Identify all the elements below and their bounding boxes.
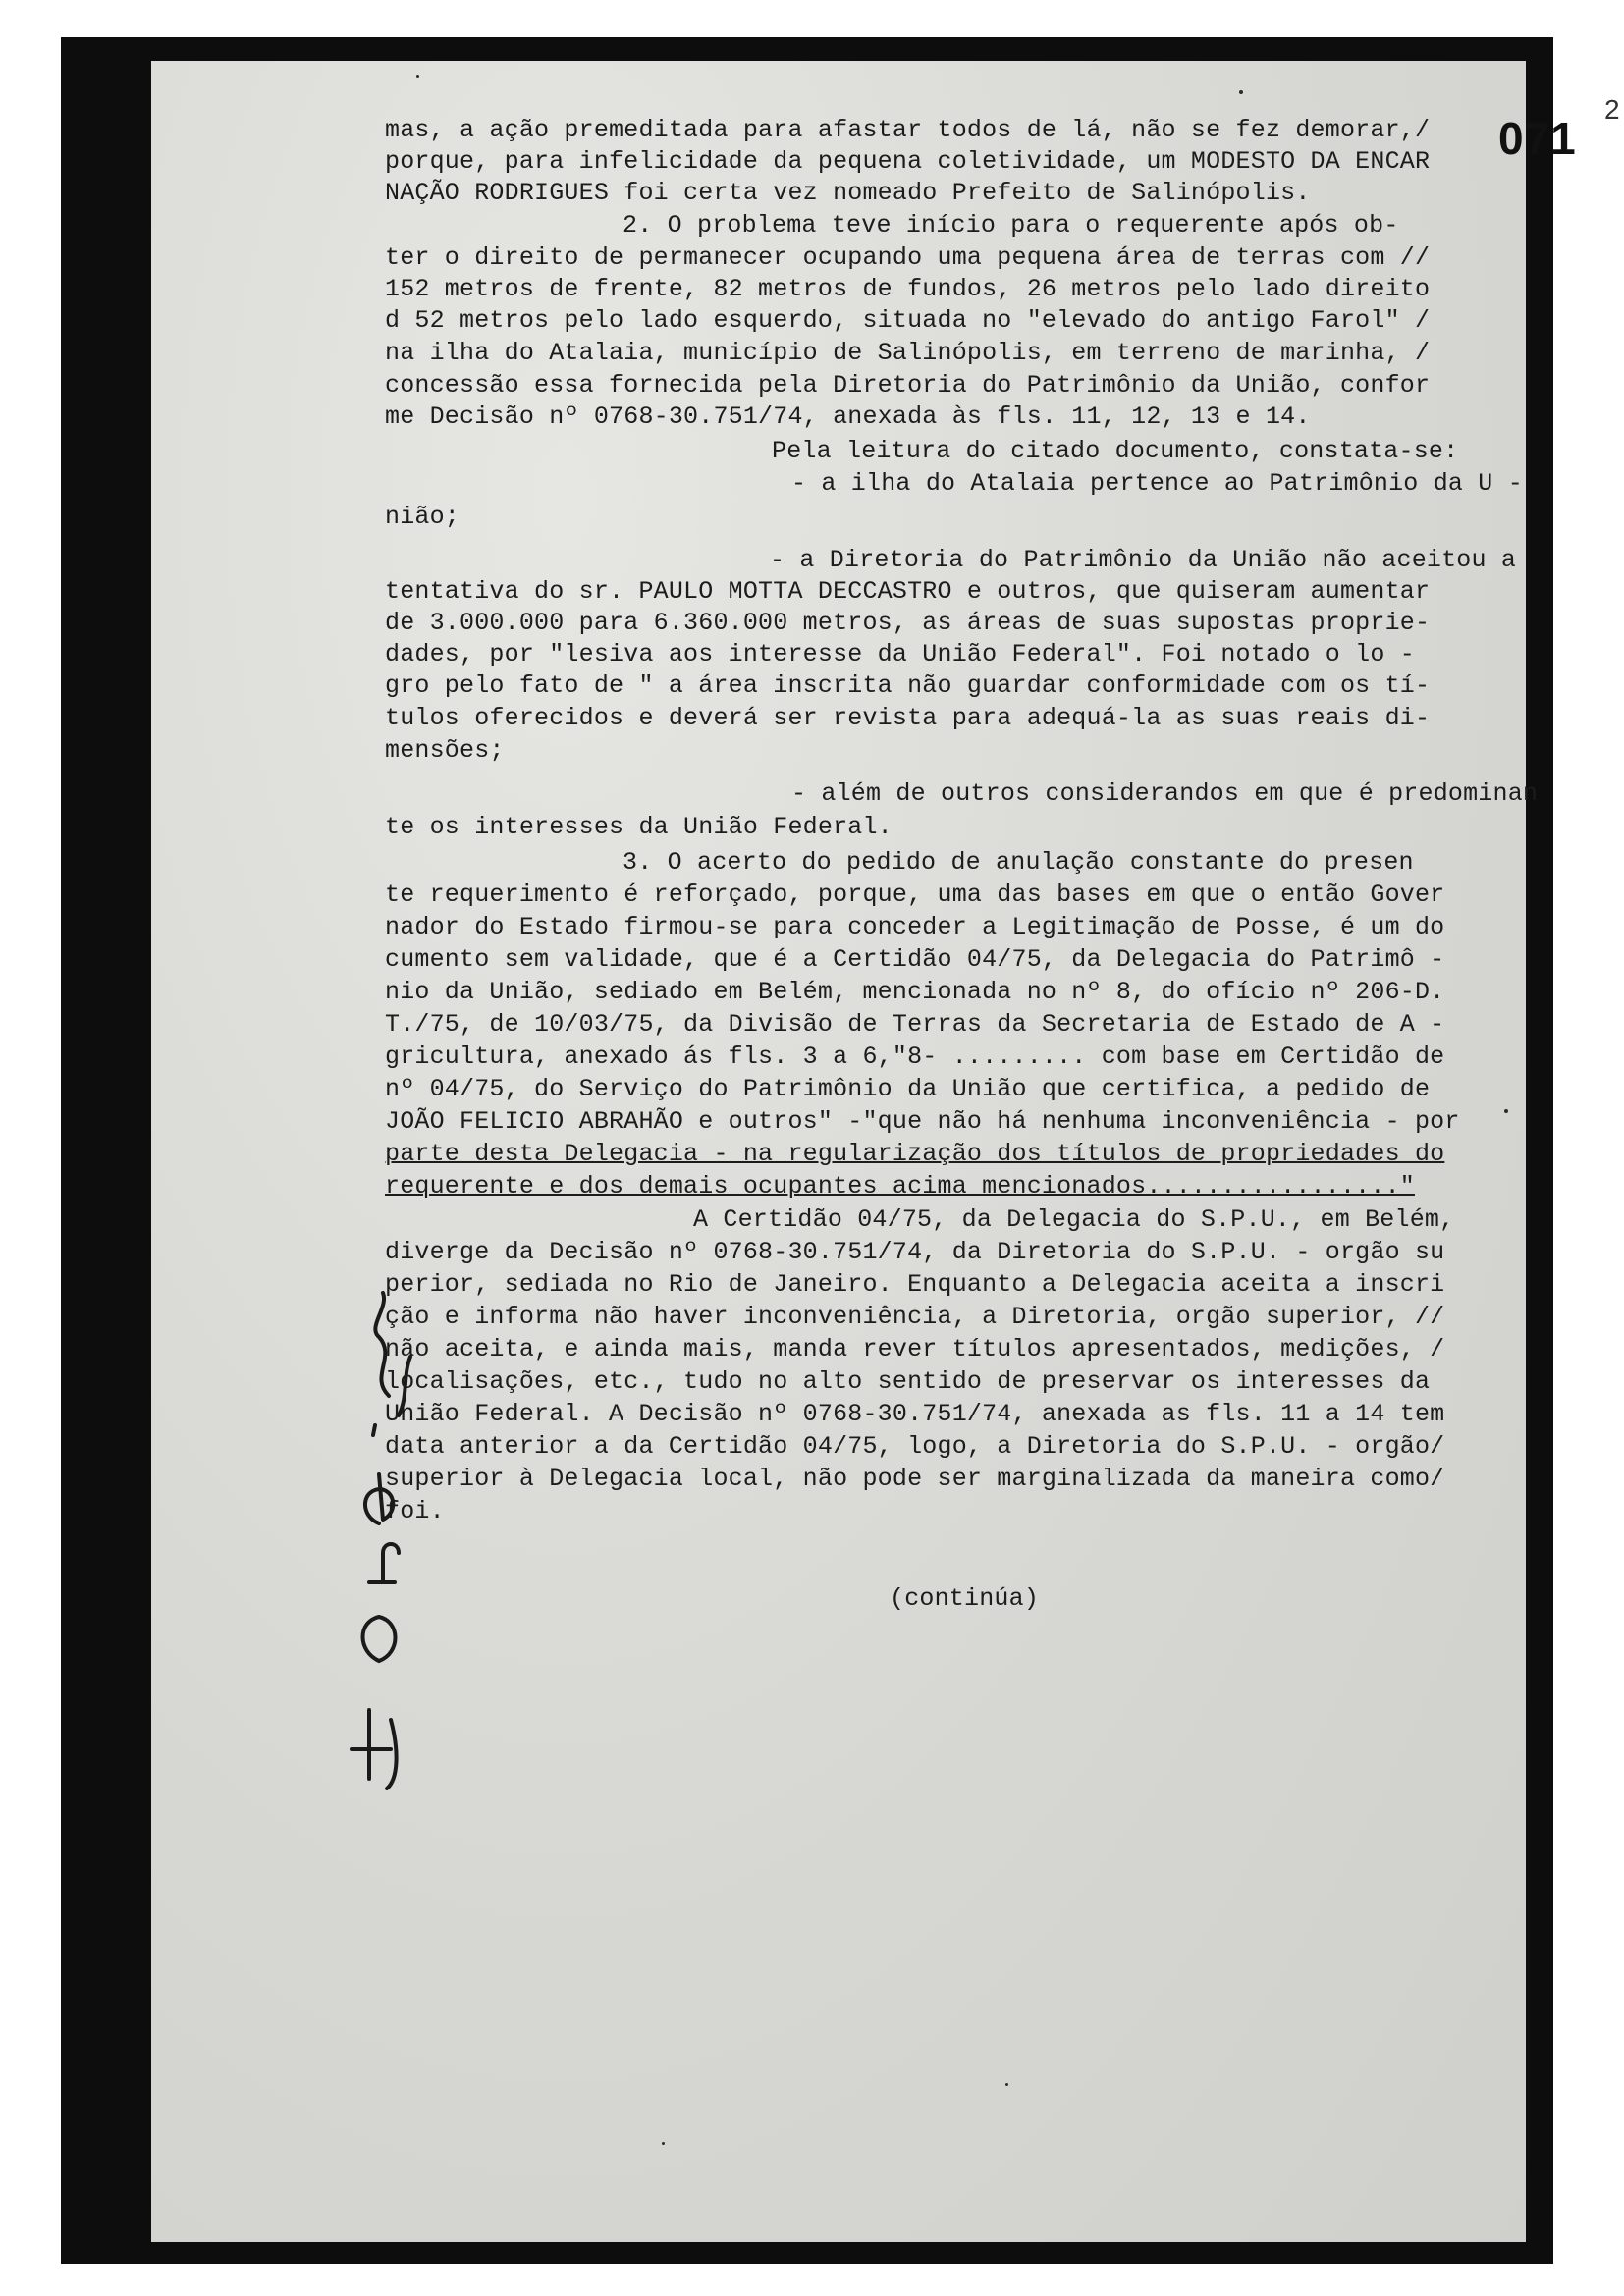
text-line: Pela leitura do citado documento, constata-se: <box>772 437 1459 465</box>
scan-speck <box>662 2142 665 2145</box>
text-line: não aceita, e ainda mais, manda rever títulos apresentados, medições, / <box>385 1335 1445 1363</box>
paragraph-3-start: 3. O acerto do pedido de anulação constante do presen <box>623 848 1414 877</box>
text-line: me Decisão nº 0768-30.751/74, anexada às fls. 11, 12, 13 e 14. <box>385 402 1311 431</box>
text-line: porque, para infelicidade da pequena coletividade, um MODESTO DA ENCAR <box>385 147 1431 176</box>
scan-speck <box>416 75 419 78</box>
text-line: nº 04/75, do Serviço do Patrimônio da União que certifica, a pedido de <box>385 1075 1431 1103</box>
text-line: 152 metros de frente, 82 metros de fundos, 26 metros pelo lado direito <box>385 275 1431 303</box>
page-number: 071 <box>1498 113 1577 164</box>
text-line: diverge da Decisão nº 0768-30.751/74, da Diretoria do S.P.U. - orgão su <box>385 1238 1445 1266</box>
text-line: gricultura, anexado ás fls. 3 a 6,"8- ......... com base em Certidão de <box>385 1042 1445 1071</box>
text-line: nio da União, sediado em Belém, mencionada no nº 8, do ofício nº 206-D. <box>385 978 1445 1006</box>
list-item-3: - além de outros considerandos em que é predominan <box>791 779 1539 808</box>
list-item-1: - a ilha do Atalaia pertence ao Patrimônio da U - <box>791 469 1523 498</box>
scan-speck <box>1239 90 1243 94</box>
text-line: mas, a ação premeditada para afastar todos de lá, não se fez demorar,/ <box>385 116 1431 144</box>
text-line: ção e informa não haver inconveniência, a Diretoria, orgão superior, // <box>385 1303 1445 1331</box>
text-line: data anterior a da Certidão 04/75, logo, a Diretoria do S.P.U. - orgão/ <box>385 1432 1445 1461</box>
handwritten-signature <box>340 1288 428 1818</box>
list-item-2: - a Diretoria do Patrimônio da União não aceitou a <box>770 546 1517 574</box>
text-line: cumento sem validade, que é a Certidão 04/75, da Delegacia do Patrimô - <box>385 945 1445 974</box>
text-line: perior, sediada no Rio de Janeiro. Enquanto a Delegacia aceita a inscri <box>385 1270 1445 1299</box>
text-line: localisações, etc., tudo no alto sentido de preservar os interesses da <box>385 1367 1431 1396</box>
scan-speck <box>1504 1109 1508 1113</box>
continuation-note: (continúa) <box>890 1584 1040 1613</box>
text-line: de 3.000.000 para 6.360.000 metros, as áreas de suas supostas proprie- <box>385 609 1431 637</box>
text-line: nador do Estado firmou-se para conceder a Legitimação de Posse, é um do <box>385 913 1445 941</box>
text-line: te requerimento é reforçado, porque, uma das bases em que o então Gover <box>385 881 1445 909</box>
scan-speck <box>1005 2083 1008 2086</box>
text-line: T./75, de 10/03/75, da Divisão de Terras da Secretaria de Estado de A - <box>385 1010 1445 1039</box>
text-line: mensões; <box>385 736 505 765</box>
text-line: te os interesses da União Federal. <box>385 813 893 841</box>
text-line: tentativa do sr. PAULO MOTTA DECCASTRO e outros, que quiseram aumentar <box>385 577 1431 606</box>
text-line: na ilha do Atalaia, município de Salinópolis, em terreno de marinha, / <box>385 339 1431 367</box>
text-line: dades, por "lesiva aos interesse da União Federal". Foi notado o lo - <box>385 640 1415 668</box>
text-line: NAÇÃO RODRIGUES foi certa vez nomeado Prefeito de Salinópolis. <box>385 179 1311 207</box>
text-line: União Federal. A Decisão nº 0768-30.751/74, anexada as fls. 11 a 14 tem <box>385 1400 1445 1428</box>
page-number-mark: 2 <box>1604 94 1620 125</box>
text-line: nião; <box>385 503 460 531</box>
document-page <box>151 61 1620 2242</box>
text-line: superior à Delegacia local, não pode ser marginalizada da maneira como/ <box>385 1465 1445 1493</box>
text-line: gro pelo fato de " a área inscrita não guardar conformidade com os tí- <box>385 671 1431 700</box>
quoted-line: JOÃO FELICIO ABRAHÃO e outros" -"que não há nenhuma inconveniência - por <box>385 1107 1460 1136</box>
paragraph-start: A Certidão 04/75, da Delegacia do S.P.U., em Belém, <box>693 1205 1455 1234</box>
text-line: ter o direito de permanecer ocupando uma pequena área de terras com // <box>385 243 1431 272</box>
text-line: concessão essa fornecida pela Diretoria do Patrimônio da União, confor <box>385 371 1431 400</box>
text-line: foi. <box>385 1497 445 1525</box>
scan-border <box>61 37 1620 2264</box>
text-line: tulos oferecidos e deverá ser revista para adequá-la as suas reais di- <box>385 704 1431 732</box>
text-line: d 52 metros pelo lado esquerdo, situada no "elevado do antigo Farol" / <box>385 306 1431 335</box>
paragraph-2-start: 2. O problema teve início para o requerente após ob- <box>623 211 1399 240</box>
quoted-line-underlined: requerente e dos demais ocupantes acima mencionados................." <box>385 1172 1415 1201</box>
quoted-line-underlined: parte desta Delegacia - na regularização dos títulos de propriedades do <box>385 1140 1445 1168</box>
